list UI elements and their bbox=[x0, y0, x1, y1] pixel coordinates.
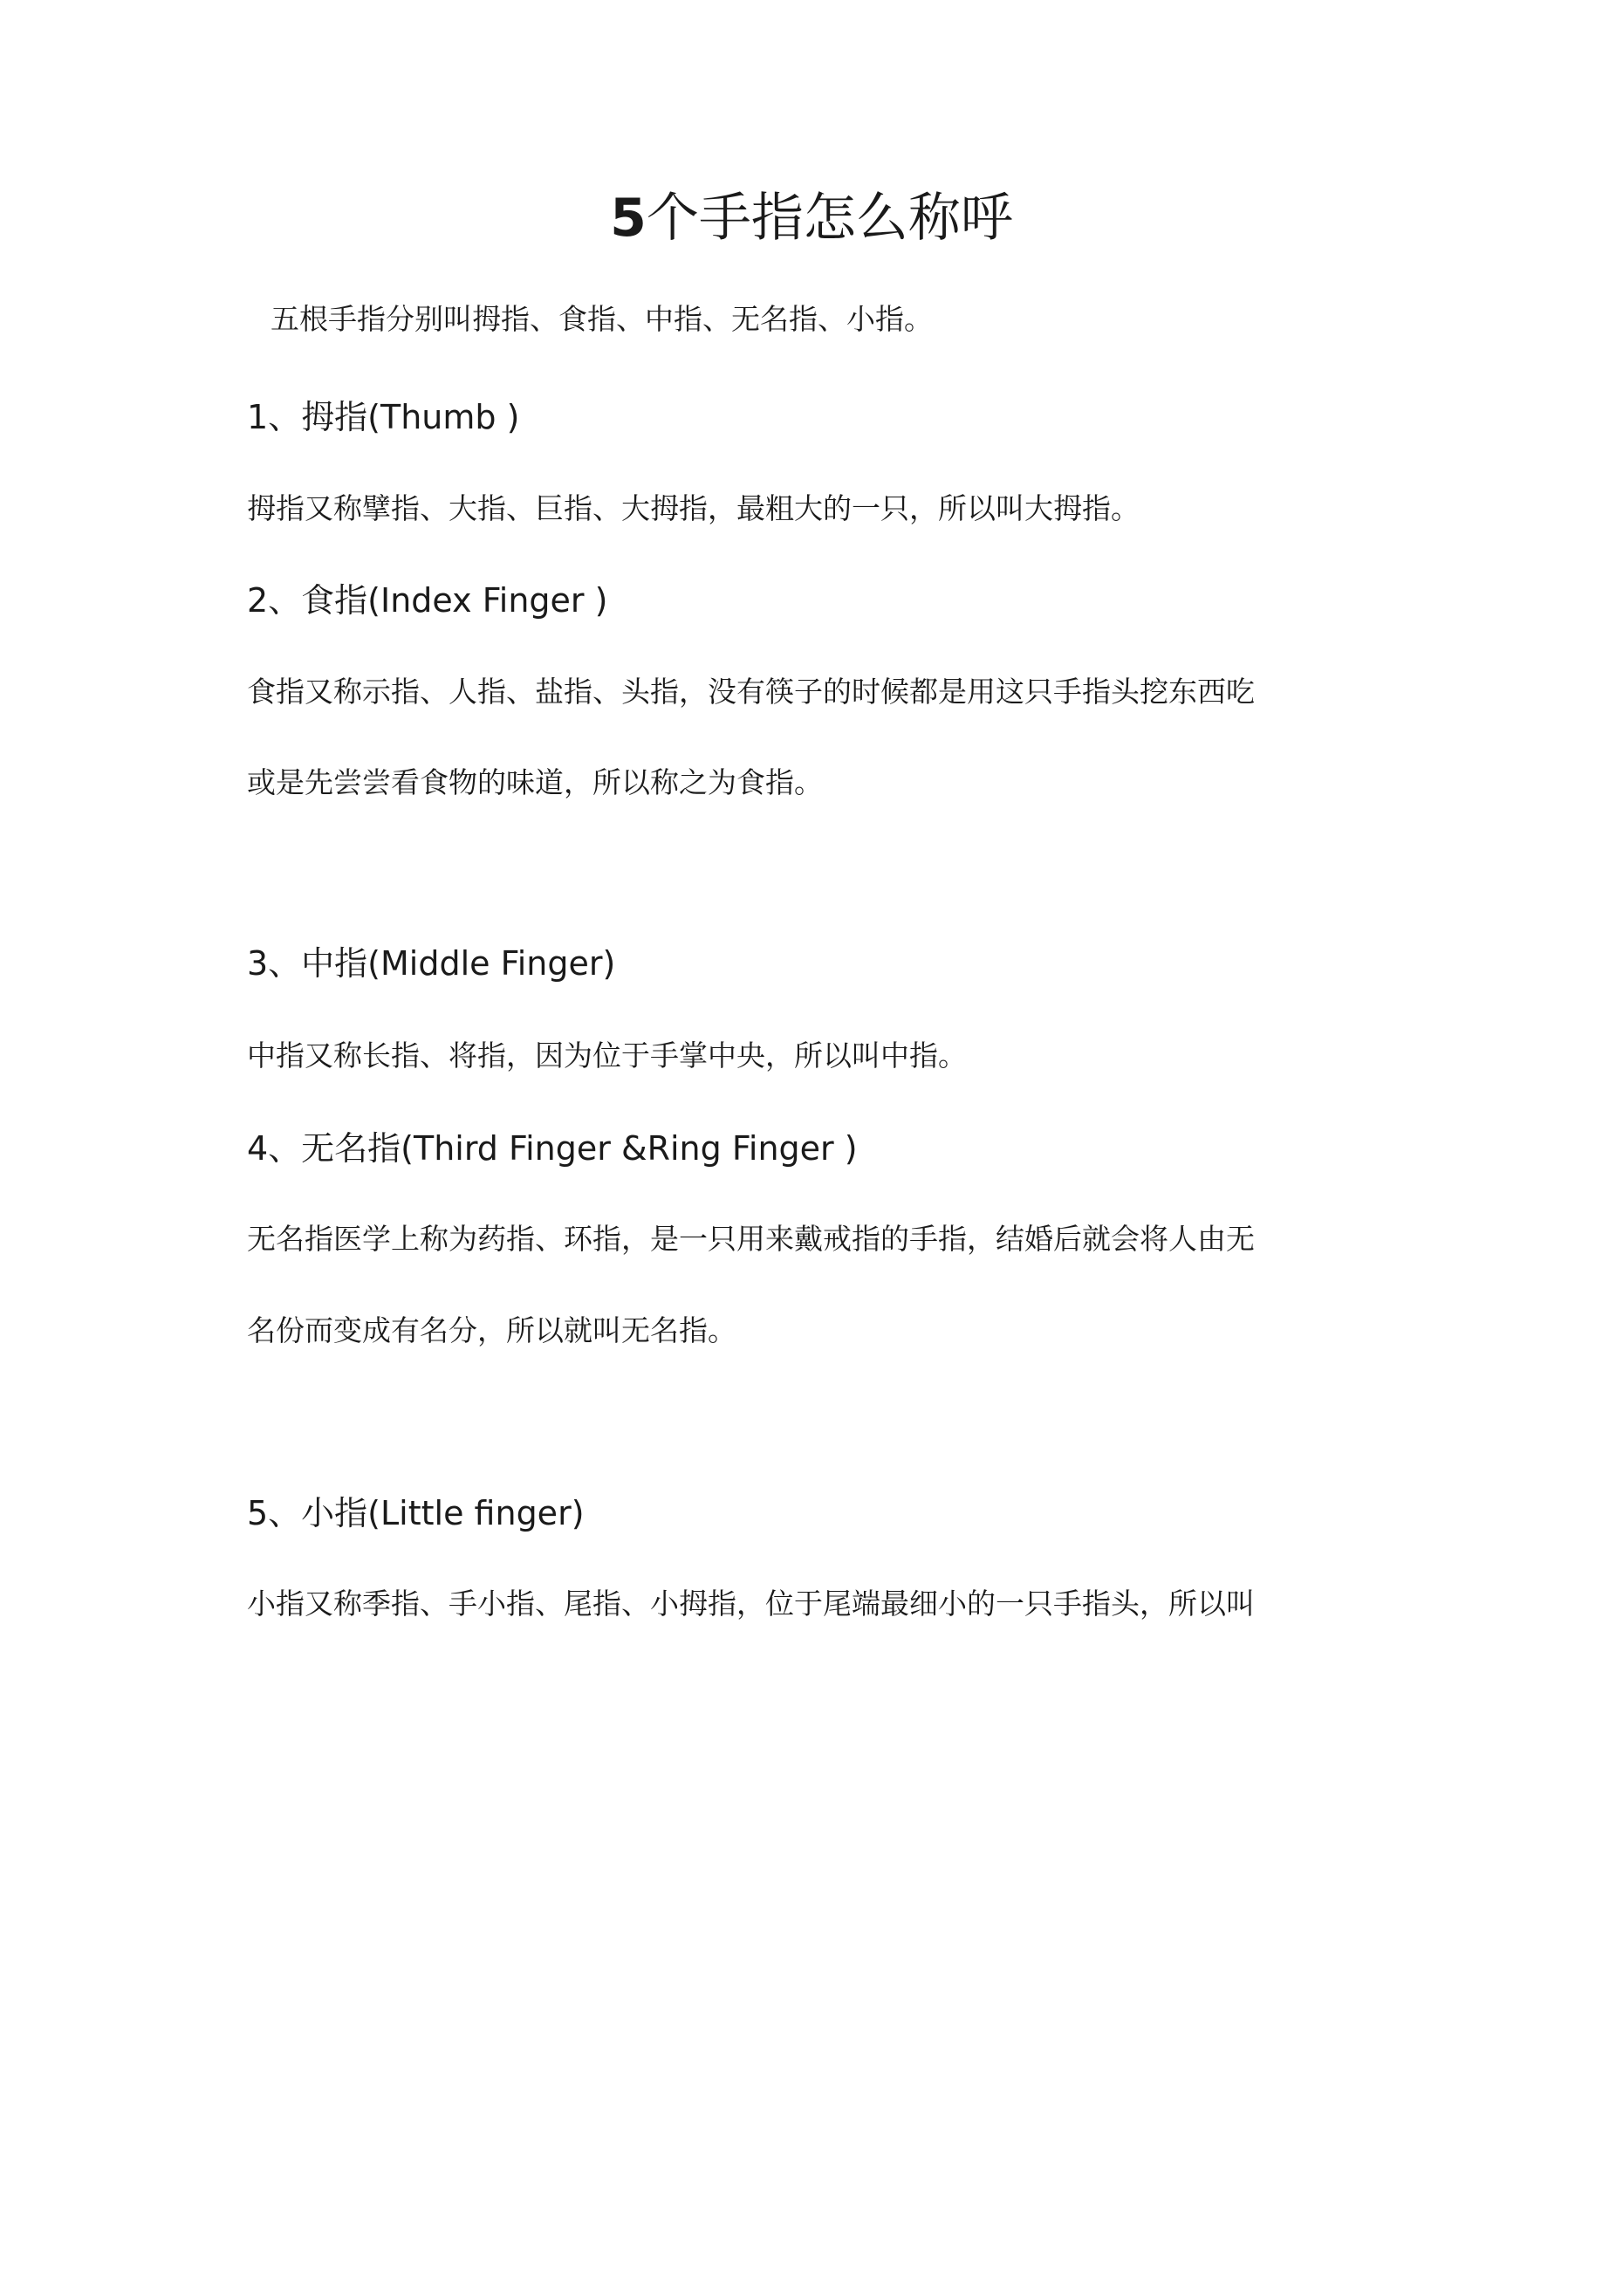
title-number: 5 bbox=[610, 188, 647, 249]
section-text-index-finger-line-1: 食指又称示指、人指、盐指、头指，没有筷子的时候都是用这只手指头挖东西吃 bbox=[247, 675, 1255, 709]
section-text-little-finger: 小指又称季指、手小指、尾指、小拇指，位于尾端最细小的一只手指头，所以叫 bbox=[247, 1587, 1255, 1621]
section-heading-ring-finger: 4、无名指(Third Finger &Ring Finger ) bbox=[247, 1129, 858, 1168]
section-heading-thumb: 1、拇指(Thumb ) bbox=[247, 398, 520, 436]
section-heading-little-finger: 5、小指(Little finger) bbox=[247, 1494, 585, 1532]
section-heading-index-finger: 2、食指(Index Finger ) bbox=[247, 581, 608, 620]
section-text-middle-finger: 中指又称长指、将指，因为位于手掌中央，所以叫中指。 bbox=[247, 1038, 967, 1073]
section-text-thumb: 拇指又称擘指、大指、巨指、大拇指，最粗大的一只，所以叫大拇指。 bbox=[247, 491, 1140, 525]
section-text-index-finger-line-2: 或是先尝尝看食物的味道，所以称之为食指。 bbox=[247, 765, 823, 799]
section-text-ring-finger-line-1: 无名指医学上称为药指、环指，是一只用来戴戒指的手指，结婚后就会将人由无 bbox=[247, 1222, 1255, 1256]
title-text: 个手指怎么称呼 bbox=[646, 188, 1013, 249]
section-text-ring-finger-line-2: 名份而变成有名分，所以就叫无名指。 bbox=[247, 1313, 736, 1347]
page-title bbox=[0, 179, 1623, 257]
section-heading-middle-finger: 3、中指(Middle Finger) bbox=[247, 944, 616, 983]
intro-paragraph: 五根手指分别叫拇指、食指、中指、无名指、小指。 bbox=[270, 302, 933, 336]
